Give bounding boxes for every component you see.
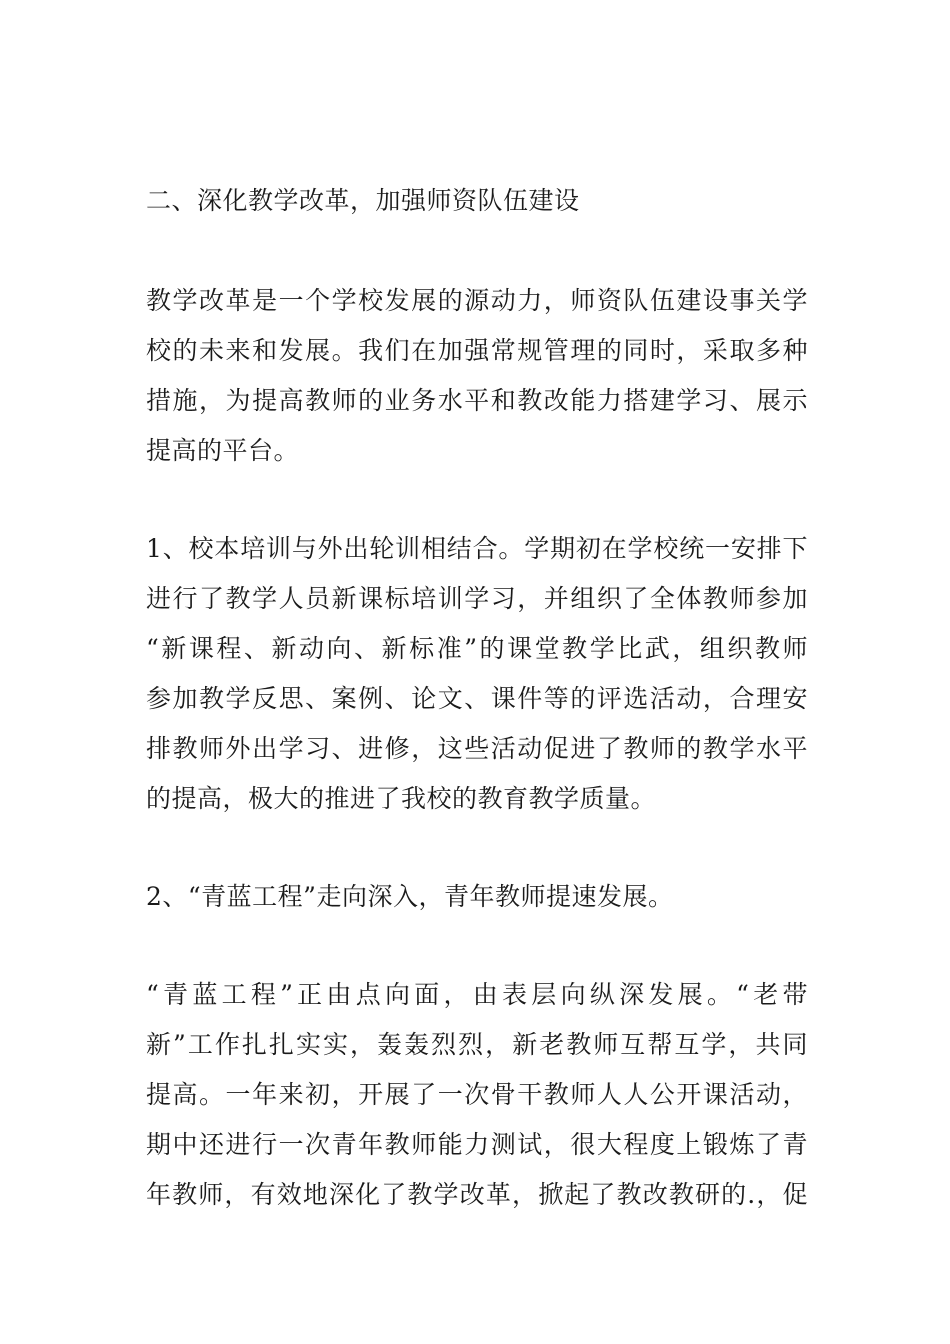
item2-paragraph (146, 970, 808, 1220)
section-heading-text: 二、深化教学改革，加强师资队伍建设 (146, 186, 580, 215)
item1-paragraph (146, 524, 808, 824)
section-heading (146, 176, 808, 226)
intro-line-4: 提高的平台。 (146, 436, 300, 465)
item2-line-2: 新”工作扎扎实实，轰轰烈烈，新老教师互帮互学，共同 (146, 1030, 808, 1059)
intro-paragraph (146, 276, 808, 476)
item1-line-2: 进行了教学人员新课标培训学习，并组织了全体教师参加 (146, 584, 808, 613)
item2-line-4: 期中还进行一次青年教师能力测试，很大程度上锻炼了青 (146, 1130, 808, 1159)
item2-line-1: “青蓝工程”正由点向面，由表层向纵深发展。“老带 (146, 980, 808, 1009)
intro-line-2: 校的未来和发展。我们在加强常规管理的同时，采取多种 (146, 336, 808, 365)
item1-line-6: 的提高，极大的推进了我校的教育教学质量。 (146, 784, 657, 813)
item2-heading (146, 872, 808, 922)
item1-line-5: 排教师外出学习、进修，这些活动促进了教师的教学水平 (146, 734, 808, 763)
item1-line-1: 1、校本培训与外出轮训相结合。学期初在学校统一安排下 (146, 534, 808, 563)
intro-line-1: 教学改革是一个学校发展的源动力，师资队伍建设事关学 (146, 286, 808, 315)
item2-heading-text: 2、“青蓝工程”走向深入，青年教师提速发展。 (146, 882, 674, 911)
intro-line-3: 措施，为提高教师的业务水平和教改能力搭建学习、展示 (146, 386, 808, 415)
item1-line-4: 参加教学反思、案例、论文、课件等的评选活动，合理安 (146, 684, 808, 713)
item1-line-3: “新课程、新动向、新标准”的课堂教学比武，组织教师 (146, 634, 808, 663)
item2-line-3: 提高。一年来初，开展了一次骨干教师人人公开课活动， (146, 1080, 808, 1109)
item2-line-5: 年教师，有效地深化了教学改革，掀起了教改教研的.，促 (146, 1180, 808, 1209)
